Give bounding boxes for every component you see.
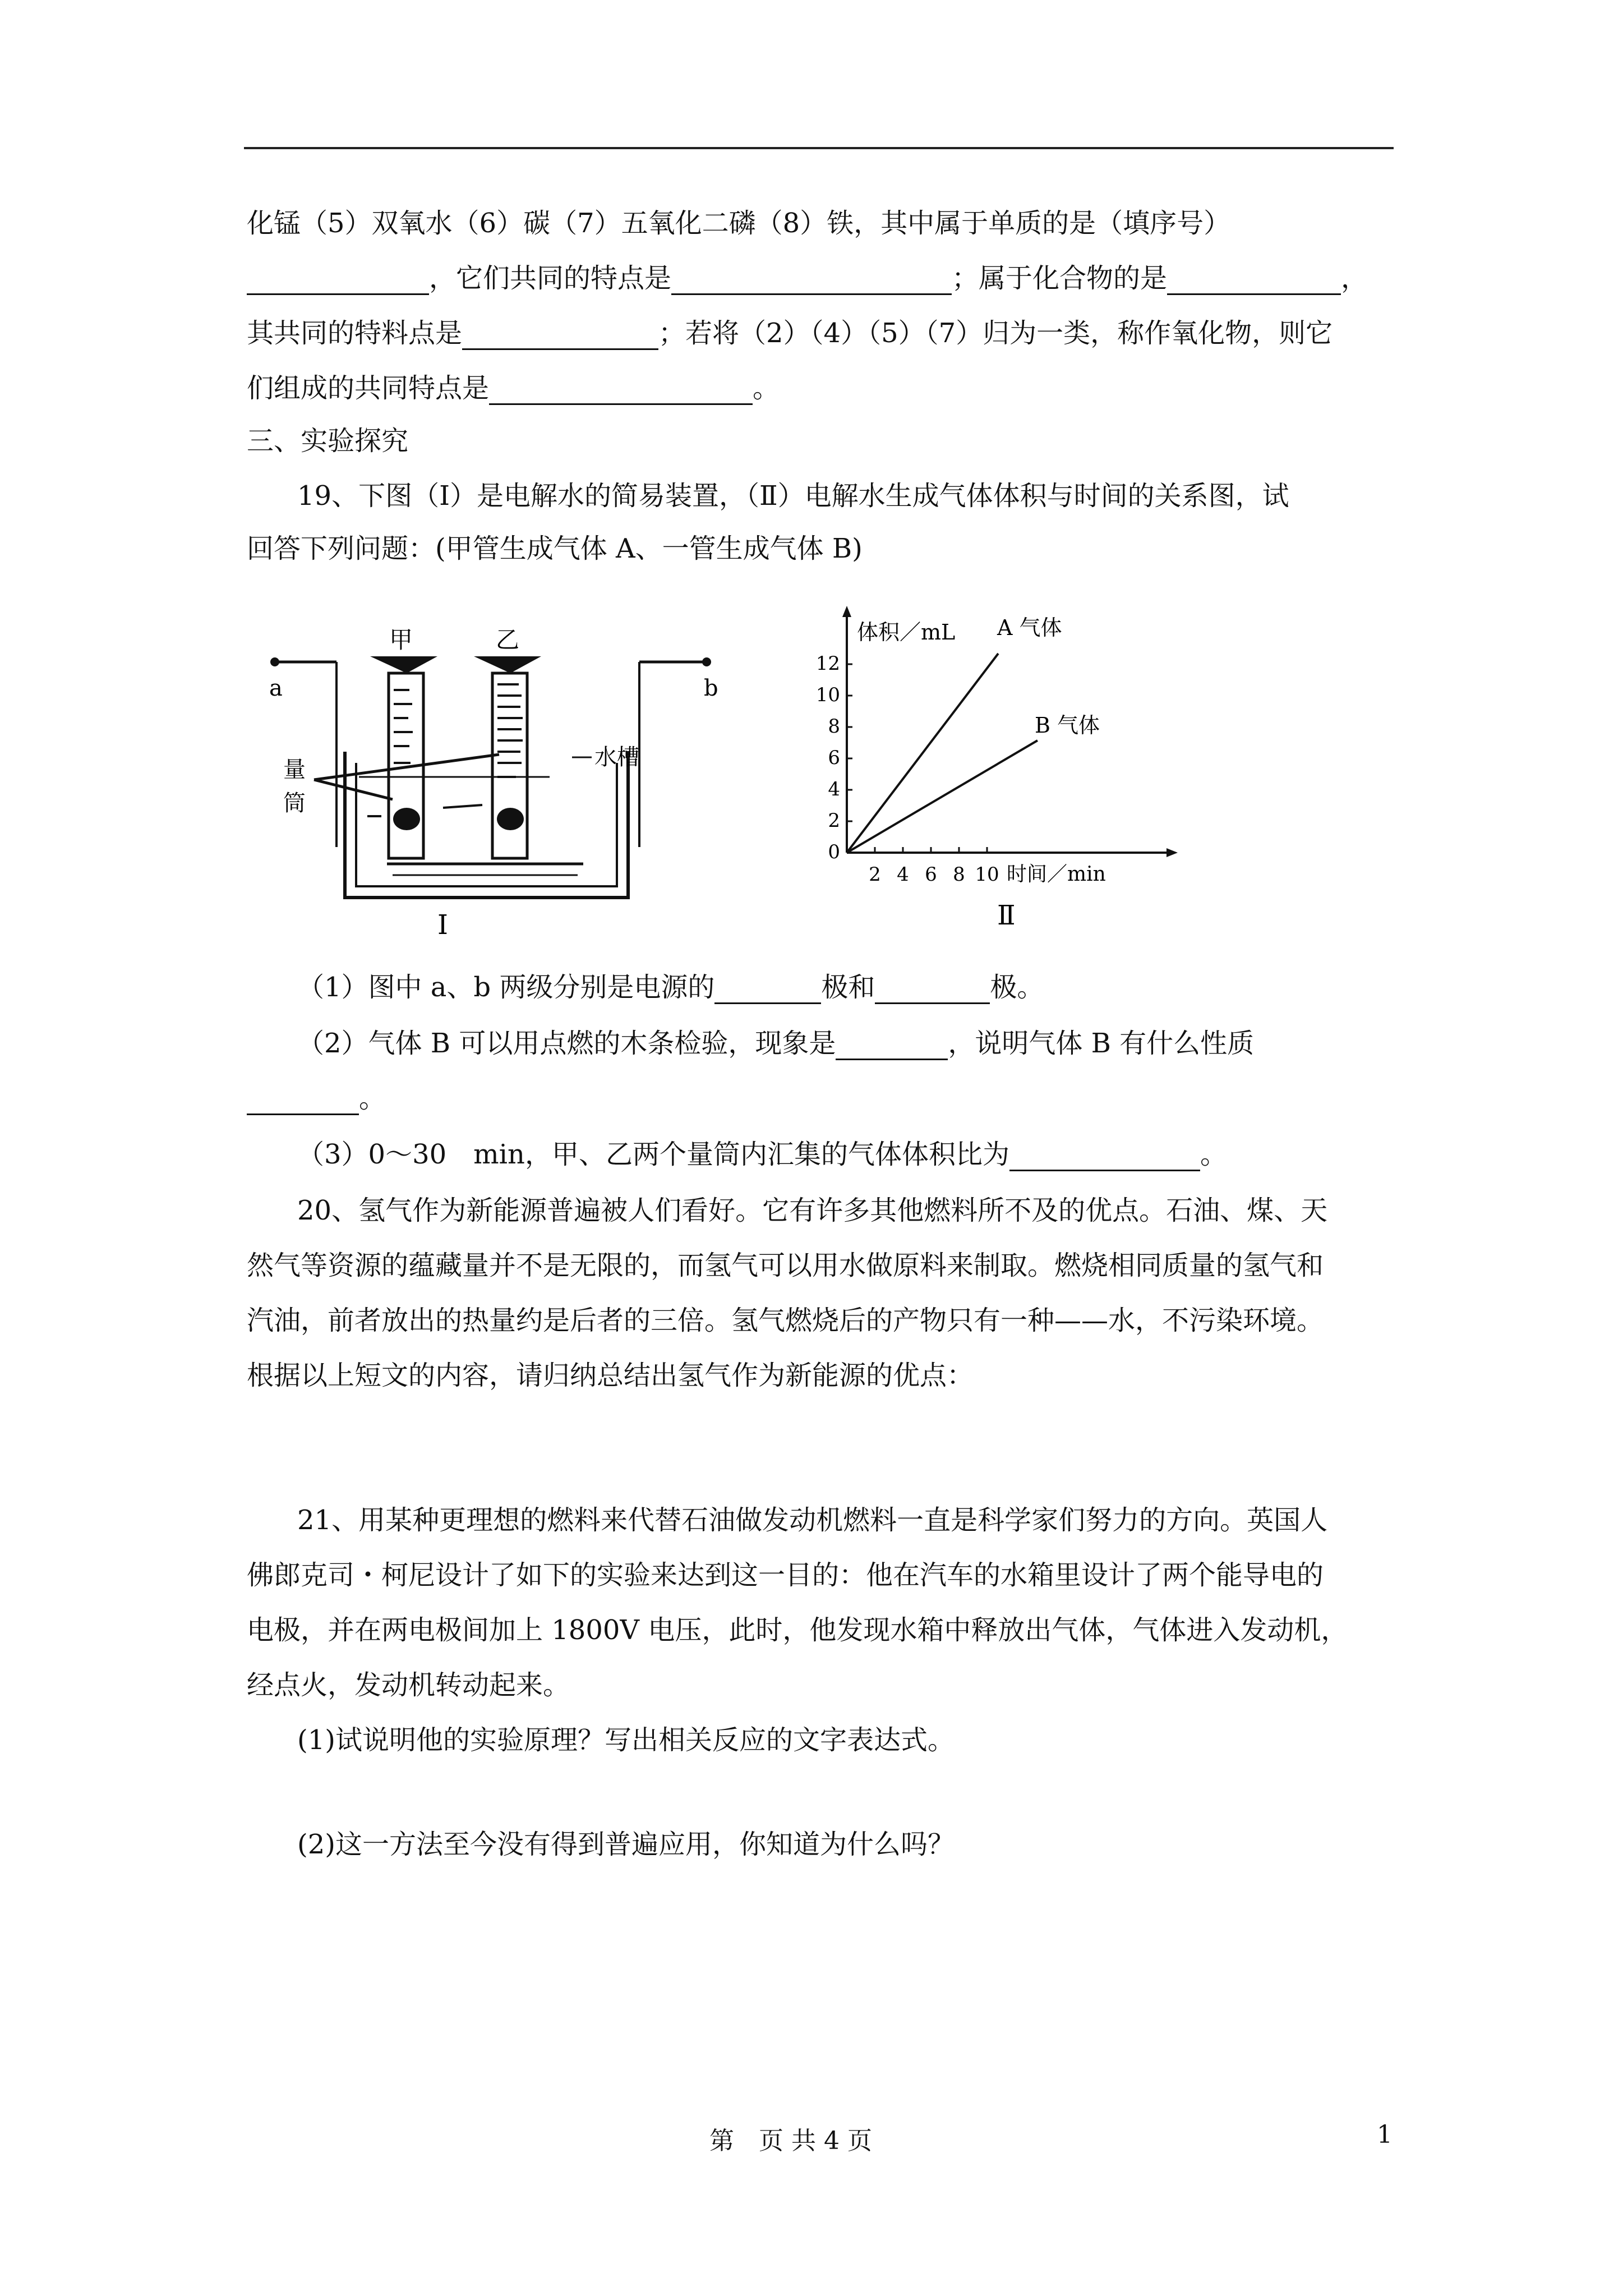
cylinder-leader-line (314, 780, 393, 799)
q18-text: ；若将（2）（4）（5）（7）归为一类，称作氧化物，则它 (658, 318, 1333, 349)
x-tick-label: 6 (925, 863, 937, 886)
answer-blank[interactable] (462, 320, 658, 350)
y-axis-label: 体积／mL (857, 620, 956, 645)
q21-line-2: 佛郎克司・柯尼设计了如下的实验来达到这一目的：他在汽车的水箱里设计了两个能导电的 (247, 1559, 1324, 1591)
series-b-line (847, 740, 1038, 853)
q20-line-1: 20、氢气作为新能源普遍被人们看好。它有许多其他燃料所不及的优点。石油、煤、天 (297, 1195, 1328, 1226)
q19-part-2-cont (247, 1082, 1391, 1115)
label-sink: 水槽 (594, 744, 639, 770)
x-axis-arrow (1166, 848, 1178, 857)
label-cylinder: 筒 (283, 790, 306, 816)
y-tick-label: 8 (828, 715, 840, 738)
cylinder-leader-line (314, 754, 499, 780)
q21-part-2: (2)这一方法至今没有得到普遍应用，你知道为什么吗？ (297, 1829, 955, 1860)
q19-text: 。 (1200, 1139, 1227, 1170)
q19-part-2 (297, 1027, 1391, 1060)
label-yi: 乙 (495, 626, 520, 654)
terminal-a (270, 657, 279, 666)
x-axis-label: 时间／min (1007, 863, 1106, 886)
y-tick-label: 6 (828, 747, 840, 769)
q20-line-4: 根据以上短文的内容，请归纳总结出氢气作为新能源的优点： (247, 1360, 974, 1391)
y-tick-label: 2 (828, 809, 840, 832)
bubble-mark (443, 805, 482, 808)
cylinder-jia-top (370, 656, 437, 673)
q19-text: （3）0～30 min，甲、乙两个量筒内汇集的气体体积比为 (297, 1139, 1009, 1170)
y-tick-label: 12 (815, 652, 840, 675)
answer-blank[interactable] (247, 1085, 359, 1115)
page-number: 1 (1377, 2120, 1393, 2149)
y-tick-label: 10 (815, 684, 840, 706)
q21-line-3: 电极，并在两电极间加上 1800V 电压，此时，他发现水箱中释放出气体，气体进入发动机， (247, 1614, 1348, 1646)
y-axis-arrow (842, 606, 851, 617)
q18-line-3 (247, 316, 1391, 350)
q18-text: 其共同的特料点是 (247, 318, 463, 349)
q18-line-4 (247, 371, 1391, 405)
figure-caption-1: Ⅰ (437, 909, 448, 941)
answer-blank[interactable] (1009, 1142, 1200, 1171)
label-cylinder: 量 (283, 757, 306, 783)
q19-text: 极和 (821, 972, 875, 1003)
answer-blank[interactable] (671, 265, 952, 295)
series-a-label: A 气体 (997, 615, 1062, 640)
header-rule (244, 147, 1394, 149)
figure-electrolysis-apparatus (247, 583, 808, 948)
q18-text: 化锰（5）双氧水（6）碳（7）五氧化二磷（8）铁，其中属于单质的是（填序号） (247, 208, 1231, 239)
label-b: b (704, 675, 718, 701)
x-tick-label: 2 (869, 863, 881, 886)
cylinder-yi-top (474, 656, 541, 673)
electrode-jia (393, 808, 420, 830)
q19-line-1: 19、下图（Ⅰ）是电解水的简易装置，（Ⅱ）电解水生成气体体积与时间的关系图，试 (297, 480, 1289, 512)
page-footer: 第 页 共 4 页 (709, 2127, 872, 2155)
x-tick-label: 8 (953, 863, 965, 886)
q19-part-3 (297, 1138, 1391, 1171)
q18-text: 们组成的共同特点是 (247, 372, 490, 404)
q21-part-1: (1)试说明他的实验原理？写出相关反应的文字表达式。 (297, 1724, 955, 1756)
q19-part-1 (297, 970, 1391, 1004)
q18-text: 。 (753, 372, 780, 404)
section-title: 三、实验探究 (247, 425, 409, 457)
electrode-yi (497, 808, 524, 830)
q19-line-2: 回答下列问题：(甲管生成气体 A、一管生成气体 B) (247, 533, 863, 564)
answer-blank[interactable] (836, 1030, 948, 1060)
q19-text: （1）图中 a、b 两级分别是电源的 (297, 972, 715, 1003)
q18-text: ；属于化合物的是 (952, 263, 1168, 294)
q18-text: ，它们共同的特点是 (429, 263, 672, 294)
q19-text: 。 (359, 1083, 386, 1114)
x-tick-label: 4 (897, 863, 909, 886)
q18-line-2 (247, 261, 1391, 295)
q20-line-3: 汽油，前者放出的热量约是后者的三倍。氢气燃烧后的产物只有一种——水，不污染环境。 (247, 1305, 1324, 1336)
y-tick-label: 0 (828, 841, 840, 863)
answer-blank[interactable] (1167, 265, 1341, 295)
q20-line-2: 然气等资源的蕴藏量并不是无限的，而氢气可以用水做原料来制取。燃烧相同质量的氢气和 (247, 1250, 1324, 1281)
label-jia: 甲 (389, 626, 413, 654)
figure-caption-2: Ⅱ (997, 900, 1016, 931)
q21-line-4: 经点火，发动机转动起来。 (247, 1669, 570, 1701)
y-tick-label: 4 (828, 778, 840, 800)
answer-blank[interactable] (714, 974, 821, 1004)
q18-text: ， (1341, 263, 1368, 294)
q19-text: ，说明气体 B 有什么性质 (948, 1028, 1255, 1059)
series-a-line (847, 654, 998, 853)
q21-line-1: 21、用某种更理想的燃料来代替石油做发动机燃料一直是科学家们努力的方向。英国人 (297, 1504, 1328, 1536)
cylinder-yi (492, 673, 527, 858)
x-tick-label: 10 (975, 863, 999, 886)
series-b-label: B 气体 (1035, 713, 1100, 738)
q19-text: （2）气体 B 可以用点燃的木条检验，现象是 (297, 1028, 836, 1059)
answer-blank[interactable] (489, 375, 753, 405)
answer-blank[interactable] (875, 974, 990, 1004)
figure-volume-time-graph (815, 600, 1223, 937)
q19-text: 极。 (990, 972, 1044, 1003)
answer-blank[interactable] (247, 265, 429, 295)
graduation-marks (394, 684, 523, 777)
q18-line-1 (247, 206, 1391, 240)
terminal-b (702, 657, 711, 666)
label-a: a (269, 675, 283, 701)
